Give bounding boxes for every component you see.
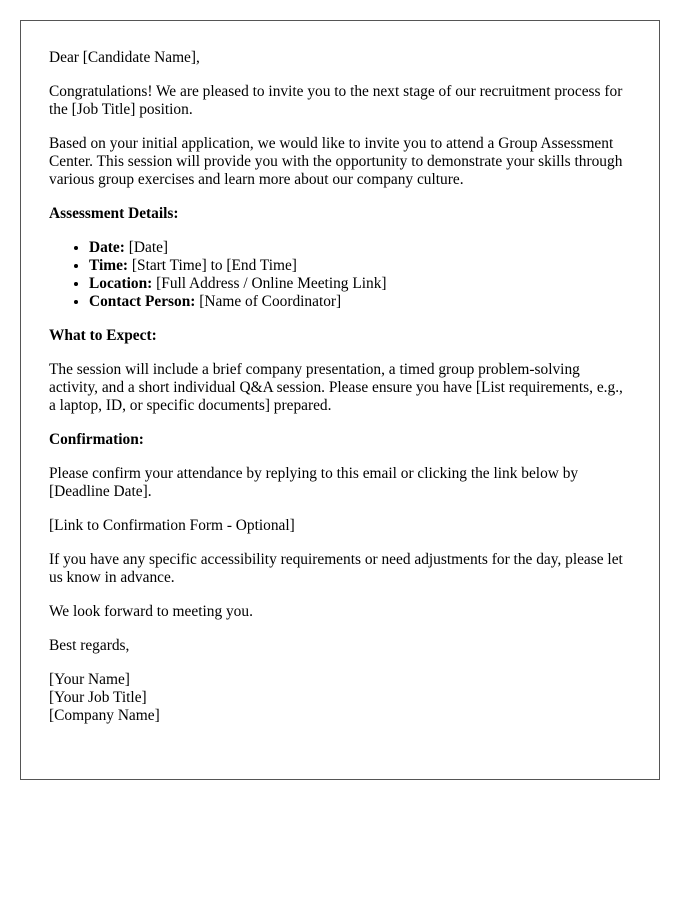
signature-block xyxy=(49,671,631,725)
detail-label: Location: xyxy=(89,275,153,292)
letter-container xyxy=(20,20,660,780)
assessment-details-heading: Assessment Details: xyxy=(49,205,179,222)
assessment-details-list xyxy=(49,239,631,311)
detail-value: [Date] xyxy=(124,239,169,256)
sign-off: Best regards, xyxy=(49,637,130,654)
signature-name: [Your Name] xyxy=(49,671,130,688)
detail-item-location xyxy=(89,275,631,293)
detail-item-time xyxy=(89,257,631,275)
detail-value: [Start Time] to [End Time] xyxy=(128,257,297,274)
signature-company: [Company Name] xyxy=(49,707,160,724)
what-to-expect-paragraph: The session will include a brief company presentation, a timed group problem-solving activity, and a short individual Q&A session. Please ensure you have [List requirements, e.g., a laptop, ID, or specific documents] prepared. xyxy=(49,361,623,414)
greeting: Dear [Candidate Name], xyxy=(49,49,200,66)
detail-item-contact xyxy=(89,293,631,311)
detail-value: [Full Address / Online Meeting Link] xyxy=(152,275,387,292)
body-paragraph: Based on your initial application, we would like to invite you to attend a Group Assessment Center. This session will provide you with the opportunity to demonstrate your skills through various group exercises and learn more about our company culture. xyxy=(49,135,623,188)
confirmation-link[interactable]: [Link to Confirmation Form - Optional] xyxy=(49,517,295,534)
confirmation-paragraph: Please confirm your attendance by replying to this email or clicking the link below by [Deadline Date]. xyxy=(49,465,579,500)
confirmation-heading: Confirmation: xyxy=(49,431,144,448)
detail-label: Time: xyxy=(89,257,129,274)
detail-item-date xyxy=(89,239,631,257)
intro-paragraph: Congratulations! We are pleased to invite you to the next stage of our recruitment process for the [Job Title] position. xyxy=(49,83,623,118)
what-to-expect-heading: What to Expect: xyxy=(49,327,157,344)
accessibility-paragraph: If you have any specific accessibility requirements or need adjustments for the day, please let us know in advance. xyxy=(49,551,623,586)
detail-label: Date: xyxy=(89,239,125,256)
detail-label: Contact Person: xyxy=(89,293,196,310)
closing-line: We look forward to meeting you. xyxy=(49,603,253,620)
detail-value: [Name of Coordinator] xyxy=(195,293,342,310)
signature-job-title: [Your Job Title] xyxy=(49,689,147,706)
